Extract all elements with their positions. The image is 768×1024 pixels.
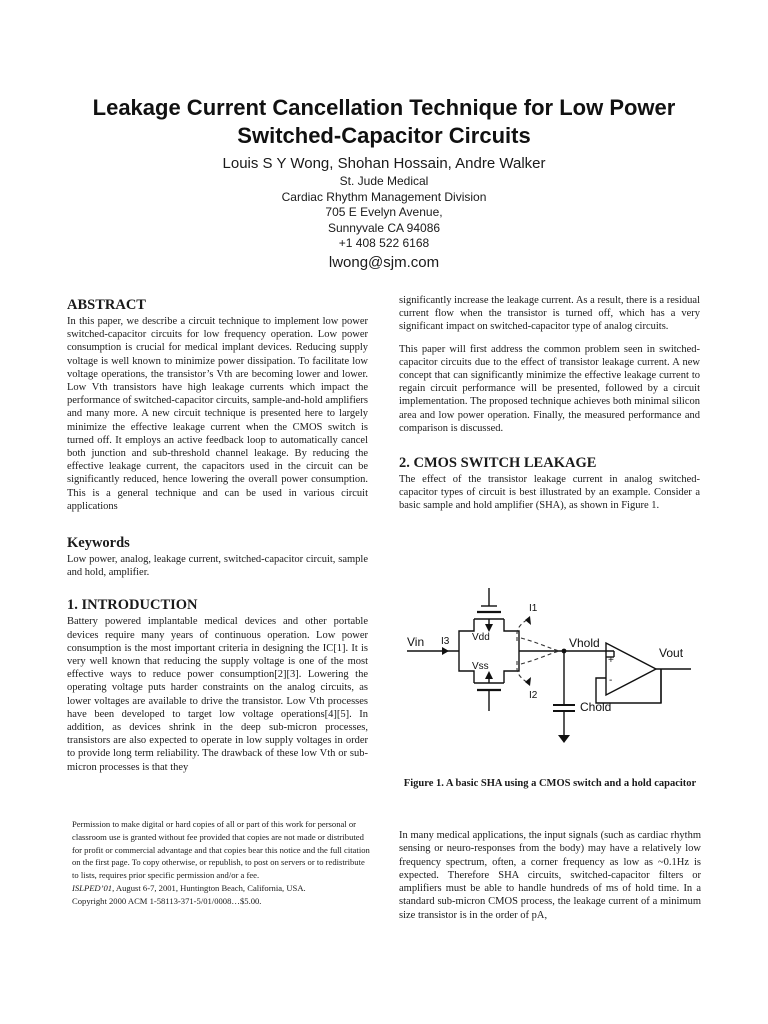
medical-applications-paragraph: In many medical applications, the input signals (such as cardiac rhythm sensing or neuro-responses from the body) may have a relatively low frequency spectrum, often, a corner frequency as low as ~0.1Hz is expected. Therefore SHA circuits, switched-capacitor filters or amplifiers must be able to handle hundreds of ms of hold time. In a standard sub-micron CMOS process, the leakage current of a minimum size transistor is in the order of pA, xyxy=(399,830,701,921)
label-chold: Chold xyxy=(580,700,612,714)
keywords-text: Low power, analog, leakage current, switched-capacitor circuit, sample and hold, amplifier. xyxy=(67,554,368,579)
keywords-heading: Keywords xyxy=(67,535,130,552)
label-i3: I3 xyxy=(441,636,450,647)
right-column xyxy=(399,294,700,522)
left-column xyxy=(67,296,368,783)
label-vout: Vout xyxy=(659,646,684,660)
label-vin: Vin xyxy=(407,635,425,649)
author-email: lwong@sjm.com xyxy=(328,253,440,271)
conference-venue: ISLPED’01 xyxy=(72,882,113,893)
abstract-heading: ABSTRACT xyxy=(67,297,146,313)
affiliation-phone: +1 408 522 6168 xyxy=(338,236,430,250)
title-block xyxy=(0,94,768,272)
affiliation-street: 705 E Evelyn Avenue, xyxy=(325,205,443,219)
abstract-text: In this paper, we describe a circuit technique to implement low power switched-capacitor circuits for low frequency operation. Low power consumption is crucial for medical implant devices. Reducing supply voltage is well known to minimize power dissipation. To facilitate low voltage operations, the transistor’s Vth are becoming lower and lower. Low Vth transistors have high leakage currents which impact the performance of switched-capacitor circuits, sample-and-hold amplifiers and many more. A new circuit technique is presented here to largely minimize the effective leakage current when the CMOS switch is turned off. It employs an active feedback loop to automatically cancel both junction and sub-threshold channel leakage. By reducing the effective leakage current, the capacitors used in the circuit can be significantly reduced, hence lowering the overall power consumption. This is a general technique and can be used in various circuit applications xyxy=(67,316,368,512)
affiliation-org: St. Jude Medical xyxy=(339,174,429,188)
label-vdd: Vdd xyxy=(472,632,490,643)
label-plus: + xyxy=(608,655,614,666)
right-column-continued xyxy=(399,829,701,922)
affiliation-city: Sunnyvale CA 94086 xyxy=(327,220,441,235)
figure-1-caption: Figure 1. A basic SHA using a CMOS switch and a hold capacitor xyxy=(403,778,697,789)
continued-paragraph: significantly increase the leakage current. As a result, there is a residual current flow when the transistor is turned off, which has a very significant impact on switched-capacitor type of analog circuits. xyxy=(399,295,700,333)
introduction-heading: 1. INTRODUCTION xyxy=(67,597,198,614)
paper-title-line-1: Leakage Current Cancellation Technique for Low Power xyxy=(92,95,676,120)
figure-1-schematic xyxy=(399,583,701,768)
label-i1: I1 xyxy=(529,603,538,614)
affiliation-division: Cardiac Rhythm Management Division xyxy=(281,189,487,204)
copyright-line: Copyright 2000 ACM 1-58113-371-5/01/0008…$5.00. xyxy=(72,895,262,906)
sha-circuit-diagram xyxy=(399,583,701,768)
section-2-heading: 2. CMOS SWITCH LEAKAGE xyxy=(399,455,597,472)
permission-notice xyxy=(72,818,372,908)
paper-title-line-2: Switched-Capacitor Circuits xyxy=(237,123,531,148)
conference-details: , August 6-7, 2001, Huntington Beach, California, USA. xyxy=(112,882,306,893)
label-i2: I2 xyxy=(529,690,538,701)
introduction-text: Battery powered implantable medical devices and other portable devices require many years of continuous operation. Low power consumption is the most important criteria in designing the IC[1]. It is very well known that reducing the supply voltage is one of the most effective ways to reduce power consumption[2][3]. Lowering the operating voltage puts harder constraints on the analog circuits, as lower voltages are available to drive the transistor. Low Vth processes have been developed to target low voltage operations[4][5]. In addition, as devices shrink in the deep sub-micron processes, transistors are also expected to operate in low supply voltages in order to provide long term reliability. The drawback of these low Vth or sub-micron processes is that they xyxy=(67,616,368,773)
author-list: Louis S Y Wong, Shohan Hossain, Andre Walker xyxy=(222,155,546,172)
overview-paragraph: This paper will first address the common problem seen in switched-capacitor circuits due to the effect of transistor leakage current. A new concept that can significantly minimize the effective leakage current to regain circuit performance will be presented, followed by a circuit implementation. The proposed technique achieves both minimal silicon area and low power operation. Finally, the measured performance and comparison is discussed. xyxy=(399,343,700,434)
label-vhold: Vhold xyxy=(569,636,600,650)
permission-text: Permission to make digital or hard copies of all or part of this work for personal or classroom use is granted without fee provided that copies are not made or distributed for profit or commercial advantage and that copies bear this notice and the full citation on the first page. To copy otherwise, or republish, to post on servers or to redistribute to lists, requires prior specific permission and/or a fee. xyxy=(72,819,370,881)
section-2-text: The effect of the transistor leakage current in analog switched-capacitor types of circuit is best illustrated by an example. Consider a basic sample and hold amplifier (SHA), as shown in Figure 1. xyxy=(399,474,700,512)
label-vss: Vss xyxy=(472,661,489,672)
label-minus: - xyxy=(609,675,613,686)
